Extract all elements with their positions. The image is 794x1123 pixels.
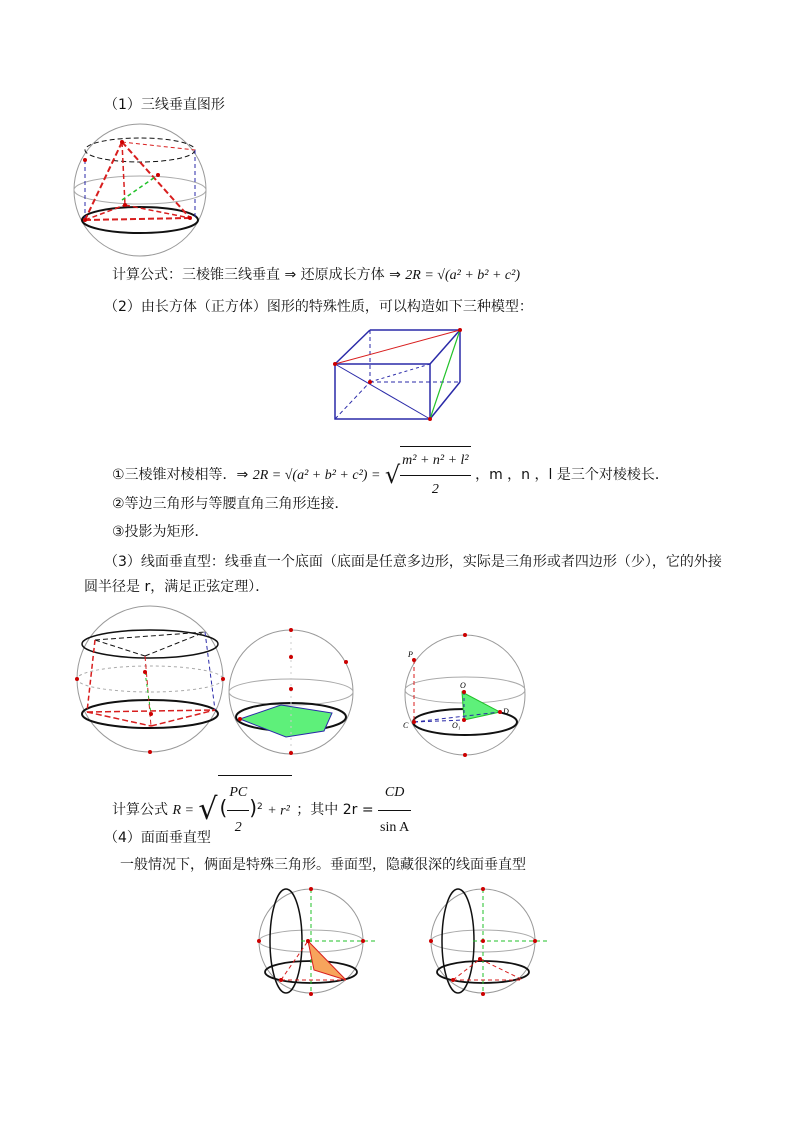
implies-icon: ⇒ bbox=[389, 267, 401, 283]
sqrt-icon: √ bbox=[198, 792, 218, 827]
formula-text-1: 计算公式：三棱锥三线垂直 bbox=[112, 267, 280, 283]
section1-heading: （1）三线垂直图形 bbox=[104, 97, 225, 113]
figure-plane-plane-sphere-2 bbox=[428, 884, 553, 999]
item1-fraction: $\frac{\text{m² + n² + l²}}{2}$ bbox=[400, 446, 471, 504]
figure-line-plane-sphere-3 bbox=[400, 630, 530, 760]
label-P: P bbox=[408, 650, 413, 659]
section1-formula bbox=[112, 266, 520, 285]
formula3-fraction: $\frac{CD}{\text{sin A}}$ bbox=[378, 776, 411, 845]
figure-line-plane-sphere-2 bbox=[226, 627, 356, 757]
sqrt-icon: √ bbox=[384, 461, 401, 489]
label-D: D bbox=[503, 707, 509, 716]
section4-desc: 一般情况下，俩面是特殊三角形。垂面型，隐藏很深的线面垂直型 bbox=[120, 857, 526, 873]
figure-plane-plane-sphere-1 bbox=[256, 884, 381, 999]
figure-cuboid bbox=[325, 322, 470, 422]
formula3-radicand: ( $\frac{PC}{2}$ )$^2$ + r² bbox=[218, 775, 292, 845]
item1-prefix: ①三棱锥对棱相等．⇒ bbox=[112, 467, 249, 483]
formula3-mid: ；其中 2r = bbox=[296, 802, 374, 818]
formula-text-2: 还原成长方体 bbox=[300, 267, 385, 283]
section3-line2: 圆半径是 r，满足正弦定理）． bbox=[84, 579, 270, 595]
item1-formula: 2R = √(a² + b² + c²) = bbox=[252, 468, 381, 483]
formula-rhs: 2R = √(a² + b² + c²) bbox=[405, 268, 520, 283]
label-O1: O₁ bbox=[452, 721, 461, 730]
section2-item3: ③投影为矩形． bbox=[112, 524, 209, 540]
formula3-R: R = bbox=[172, 803, 194, 818]
label-C: C bbox=[403, 721, 409, 730]
figure-line-plane-sphere-1 bbox=[75, 604, 225, 754]
formula3-prefix: 计算公式 bbox=[112, 802, 168, 818]
figure-three-perpendicular-sphere bbox=[70, 120, 210, 260]
implies-icon: ⇒ bbox=[284, 267, 297, 283]
section2-item2: ②等边三角形与等腰直角三角形连接． bbox=[112, 496, 349, 512]
section2-heading: （2）由长方体（正方体）图形的特殊性质，可以构造如下三种模型： bbox=[104, 299, 533, 315]
section3-line1: （3）线面垂直型：线垂直一个底面（底面是任意多边形，实际是三角形或者四边形（少），它的外接 bbox=[104, 554, 722, 570]
item1-suffix: ，m ，n ，l 是三个对棱棱长． bbox=[475, 467, 669, 483]
section4-heading: （4）面面垂直型 bbox=[104, 830, 211, 846]
label-O: O bbox=[460, 681, 466, 690]
